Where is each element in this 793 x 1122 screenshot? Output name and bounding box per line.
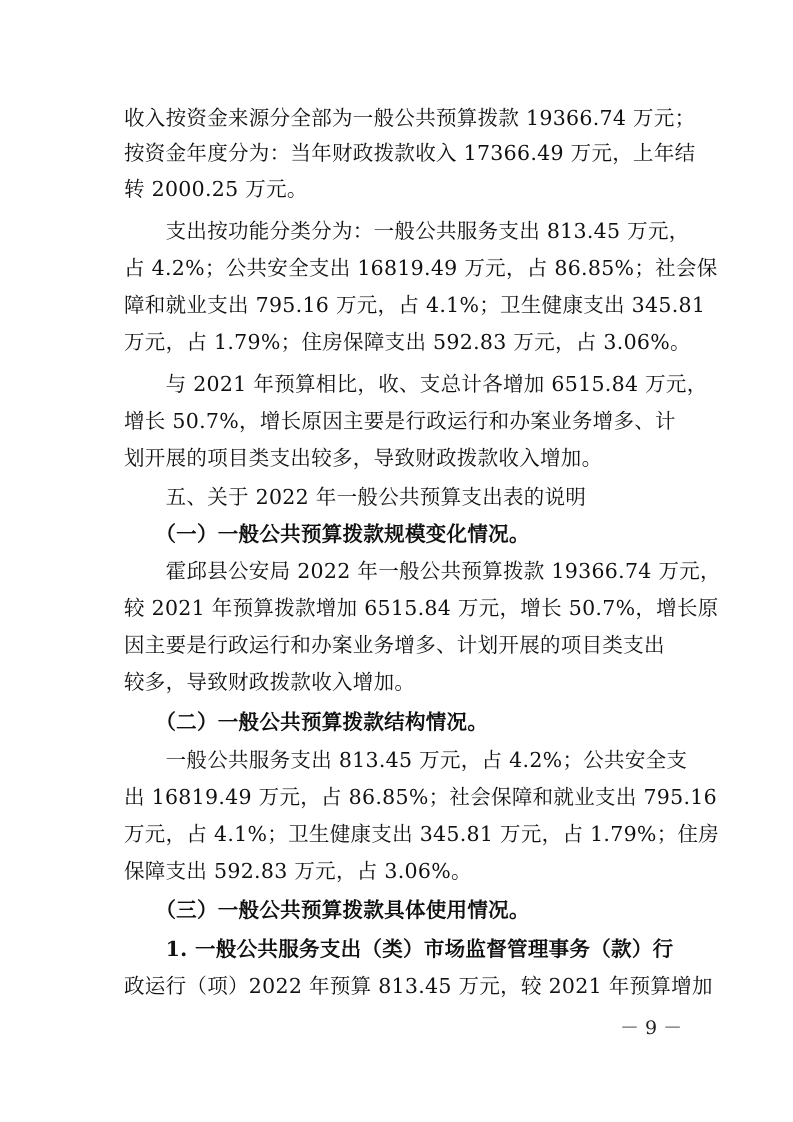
paragraph-line: 占 4.2%；公共安全支出 16819.49 万元，占 86.85%；社会保 <box>124 256 718 280</box>
paragraph-line: 出 16819.49 万元，占 86.85%；社会保障和就业支出 795.16 <box>124 785 717 809</box>
item-heading-line: 1. 一般公共服务支出（类）市场监督管理事务（款）行 <box>124 937 674 961</box>
paragraph-line: 一般公共服务支出 813.45 万元，占 4.2%；公共安全支 <box>124 748 688 772</box>
subsection-heading: （二）一般公共预算拨款结构情况。 <box>124 710 489 734</box>
paragraph-line: 因主要是行政运行和办案业务增多、计划开展的项目类支出 <box>124 633 665 657</box>
paragraph-line: 收入按资金来源分全部为一般公共预算拨款 19366.74 万元； <box>124 106 696 130</box>
section-heading: 五、关于 2022 年一般公共预算支出表的说明 <box>124 485 587 509</box>
paragraph-line: 万元，占 1.79%；住房保障支出 592.83 万元，占 3.06%。 <box>124 330 691 354</box>
paragraph-line: 万元，占 4.1%；卫生健康支出 345.81 万元，占 1.79%；住房 <box>124 822 720 846</box>
paragraph-line: 转 2000.25 万元。 <box>124 177 308 201</box>
paragraph-line: 划开展的项目类支出较多，导致财政拨款收入增加。 <box>124 446 603 470</box>
page-number: － 9 － <box>620 1017 683 1039</box>
paragraph-line: 政运行（项）2022 年预算 813.45 万元，较 2021 年预算增加 <box>124 974 713 998</box>
paragraph-line: 增长 50.7%，增长原因主要是行政运行和办案业务增多、计 <box>124 409 676 433</box>
subsection-heading: （三）一般公共预算拨款具体使用情况。 <box>124 898 530 922</box>
paragraph-line: 障和就业支出 795.16 万元，占 4.1%；卫生健康支出 345.81 <box>124 293 706 317</box>
paragraph-line: 霍邱县公安局 2022 年一般公共预算拨款 19366.74 万元， <box>124 559 721 583</box>
paragraph-line: 按资金年度分为：当年财政拨款收入 17366.49 万元，上年结 <box>124 141 696 165</box>
paragraph-line: 保障支出 592.83 万元，占 3.06%。 <box>124 859 472 883</box>
paragraph-line: 支出按功能分类分为：一般公共服务支出 813.45 万元， <box>124 219 690 243</box>
paragraph-line: 较 2021 年预算拨款增加 6515.84 万元，增长 50.7%，增长原 <box>124 596 719 620</box>
paragraph-line: 较多，导致财政拨款收入增加。 <box>124 670 416 694</box>
subsection-heading: （一）一般公共预算拨款规模变化情况。 <box>124 522 530 546</box>
paragraph-line: 与 2021 年预算相比，收、支总计各增加 6515.84 万元， <box>124 372 708 396</box>
